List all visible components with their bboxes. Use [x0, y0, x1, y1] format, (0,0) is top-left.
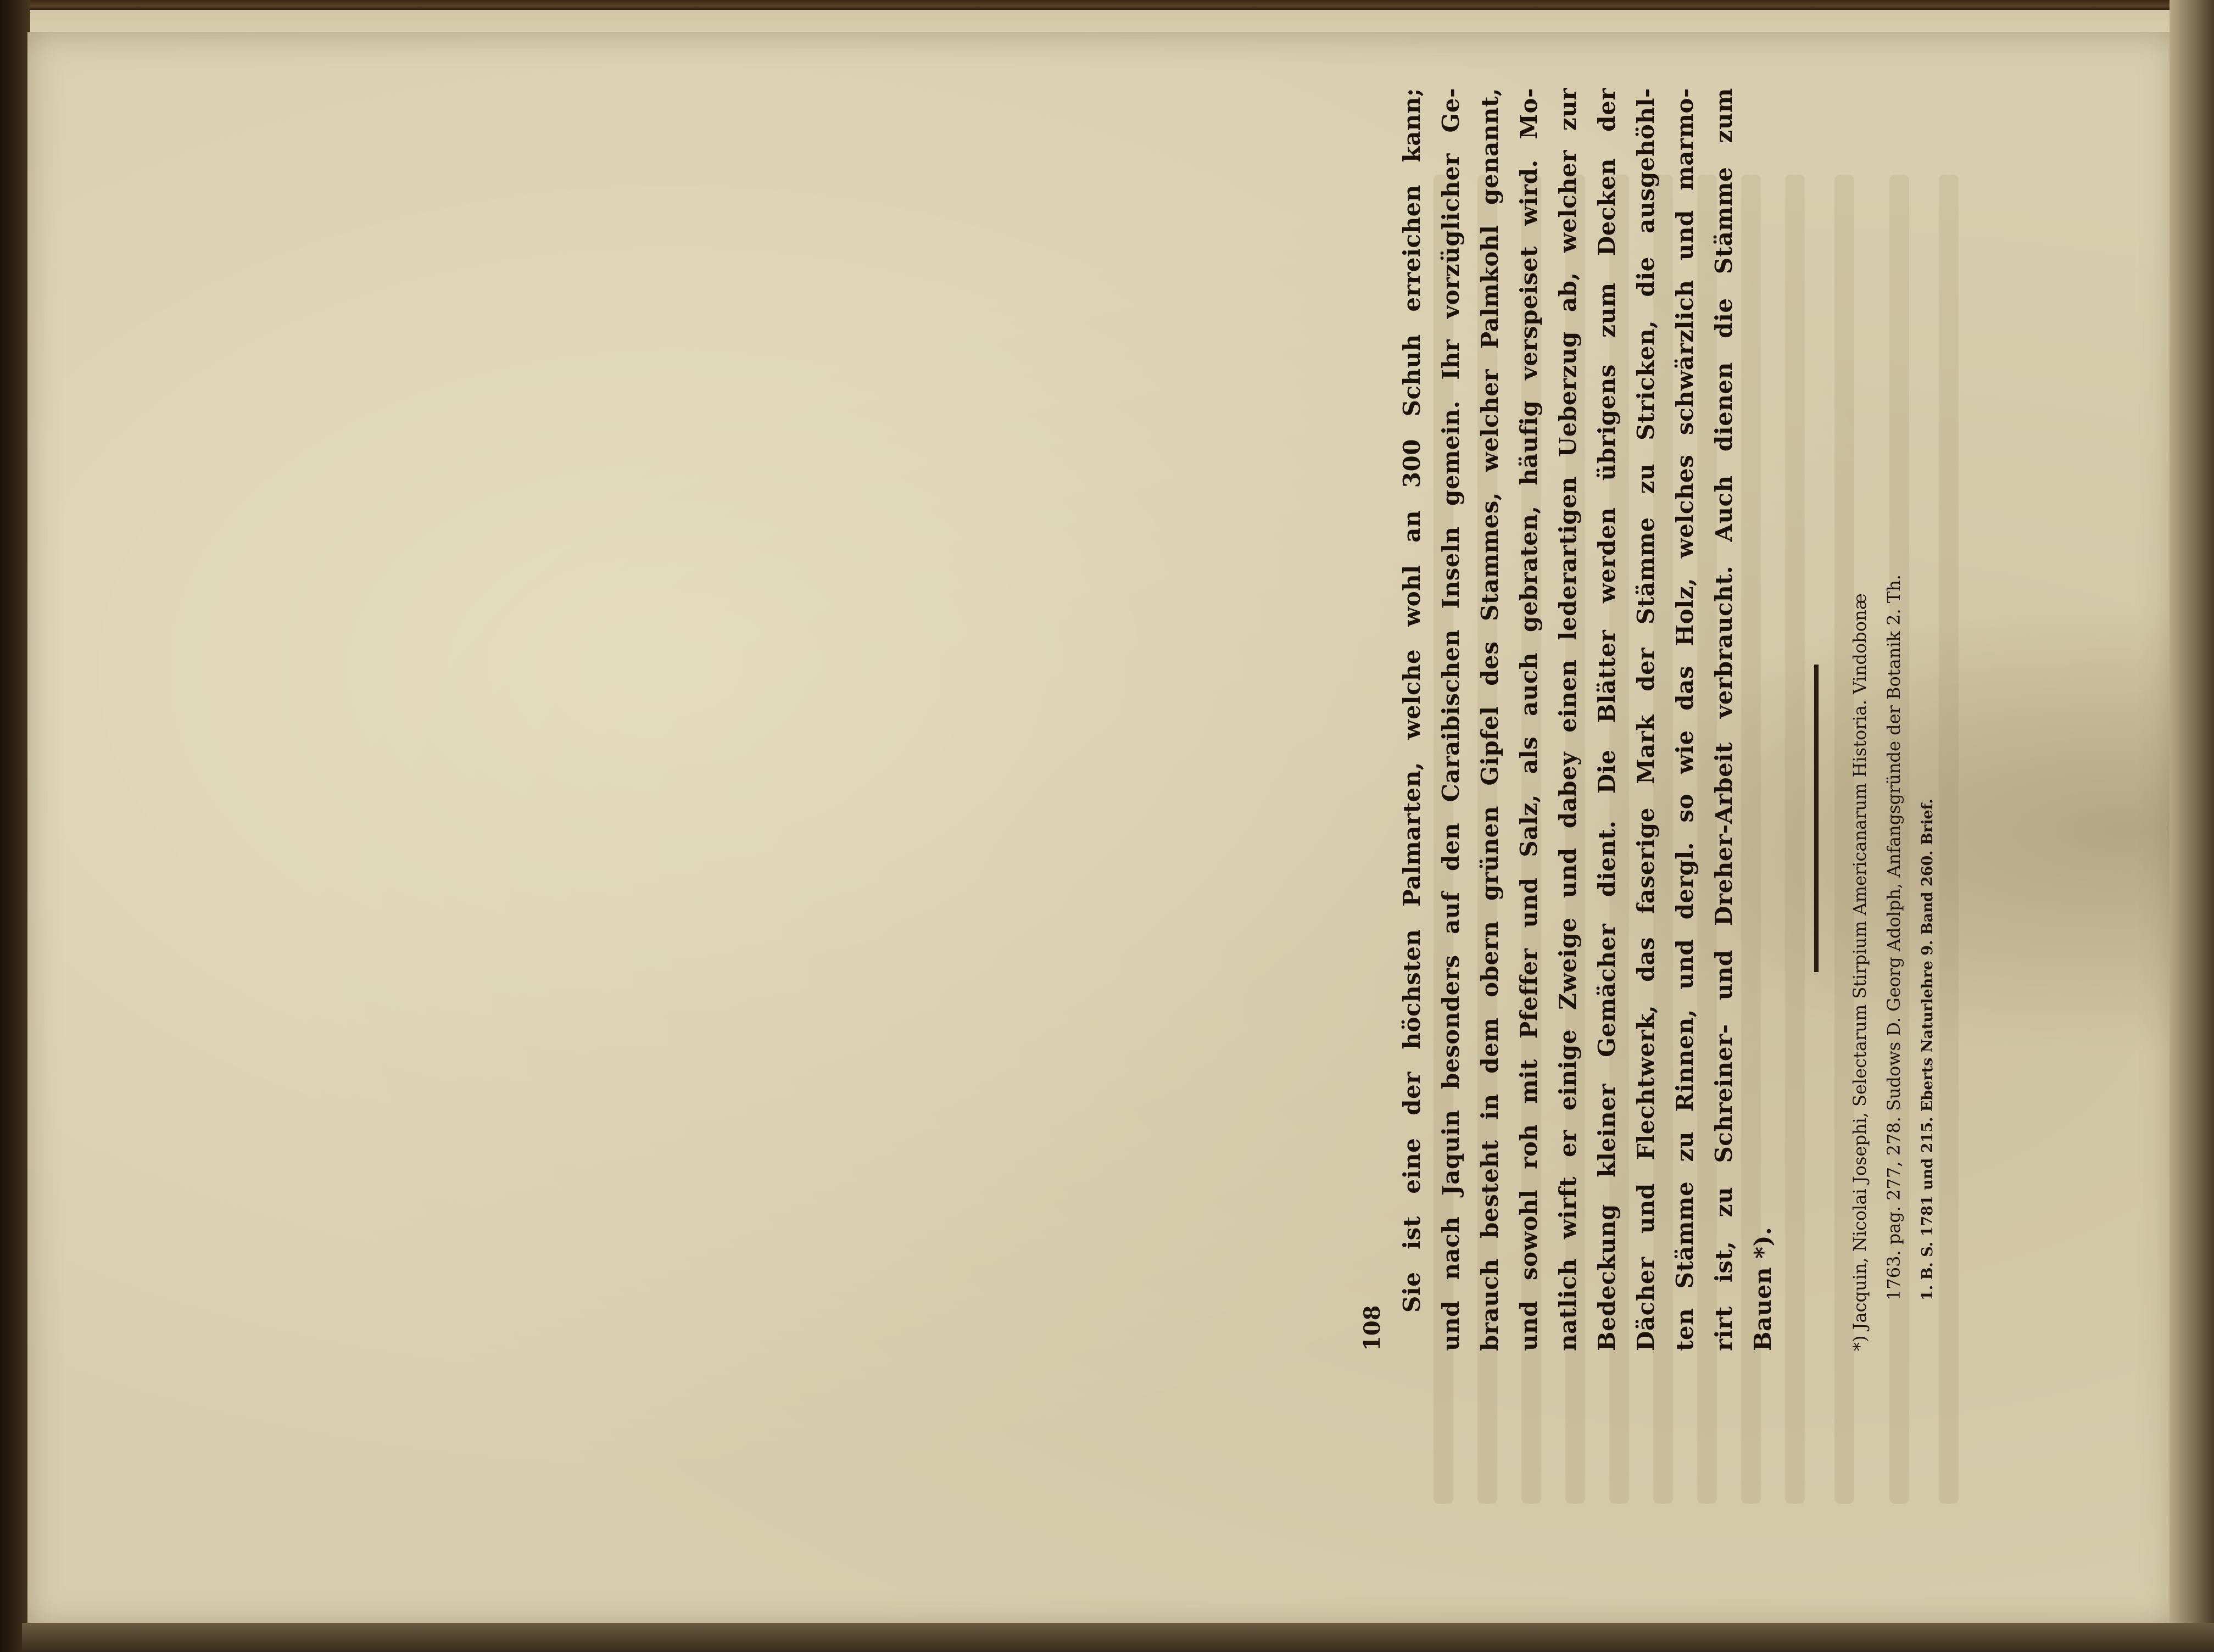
body-line: und nach Jaquin besonders auf den Caraibischen Inseln gemein. Ihr vorzüglicher Ge-: [1437, 88, 1464, 1351]
body-line: Dächer und Flechtwerk, das faserige Mark der Stämme zu Stricken, die ausgehöhl-: [1632, 88, 1659, 1351]
footnote-line: 1763. pag. 277, 278. Sudows D. Georg Adolph, Anfangsgründe der Botanik 2. Th.: [1883, 574, 1904, 1301]
page-stack-edge-bottom: [22, 1623, 2214, 1652]
body-line: natlich wirft er einige Zweige und dabey einen lederartigen Ueberzug ab, welcher zur: [1554, 88, 1581, 1351]
body-line: brauch besteht in dem obern grünen Gipfel des Stammes, welcher Palmkohl genannt,: [1476, 88, 1503, 1351]
body-line: Bedeckung kleiner Gemächer dient. Die Blätter werden übrigens zum Decken der: [1593, 88, 1620, 1351]
body-line: rirt ist, zu Schreiner- und Dreher-Arbeit verbraucht. Auch dienen die Stämme zum: [1710, 88, 1737, 1351]
body-line: und sowohl roh mit Pfeffer und Salz, als auch gebraten, häufig verspeiset wird. Mo-: [1515, 88, 1542, 1351]
footnote-line: *) Jacquin, Nicolai Josephi, Selectarum Stirpium Americanarum Historia. Vindobonæ: [1849, 593, 1870, 1351]
page-stack-edge-right: [2170, 0, 2214, 1652]
section-divider-rule: [1814, 665, 1819, 972]
body-line: ten Stämme zu Rinnen, und dergl. so wie das Holz, welches schwärzlich und marmo-: [1671, 88, 1698, 1351]
footnotes: [1843, 88, 1945, 1351]
body-text: [1392, 88, 1782, 1351]
book-binding-left: [0, 0, 30, 1652]
book-binding-top: [0, 0, 2214, 10]
body-line: Sie ist eine der höchsten Palmarten, welche wohl an 300 Schuh erreichen kann;: [1398, 88, 1425, 1313]
body-line: Bauen *).: [1749, 1226, 1776, 1351]
footnote-line: 1. B. S. 1781 und 215. Eberts Naturlehre 9. Band 260. Brief.: [1919, 799, 1936, 1301]
rotated-page-content: [1359, 88, 2057, 1351]
page-number: 108: [1359, 1305, 1385, 1351]
